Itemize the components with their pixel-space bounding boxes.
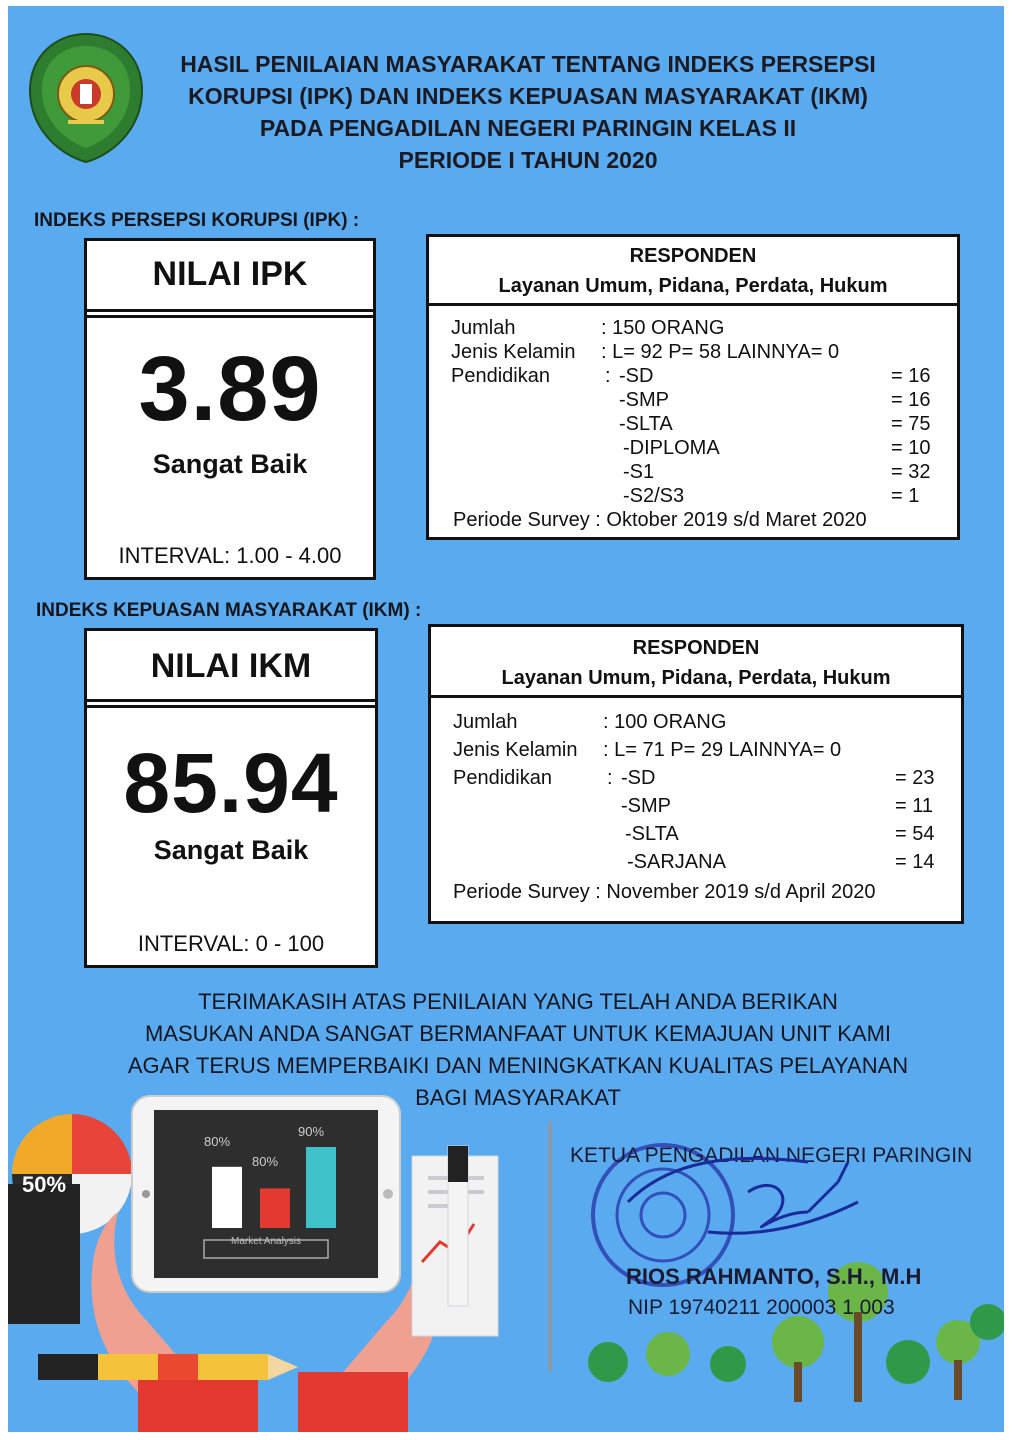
bar-label-2: 80% <box>252 1154 279 1169</box>
ipk-section-label: INDEKS PERSEPSI KORUPSI (IPK) : <box>34 210 360 231</box>
page-title <box>138 48 918 176</box>
market-analysis-button: Market Analysis <box>230 1236 302 1247</box>
ikm-interval: INTERVAL: 0 - 100 <box>137 931 325 956</box>
ipk-edu-level: -DIPLOMA <box>623 437 720 459</box>
ikm-respondent-subtitle: Layanan Umum, Pidana, Perdata, Hukum <box>501 667 891 689</box>
ipk-interval: INTERVAL: 1.00 - 4.00 <box>118 543 342 568</box>
ipk-edu-level: -SLTA <box>619 413 673 435</box>
ipk-rating: Sangat Baik <box>152 449 308 479</box>
ipk-jumlah-label: Jumlah <box>451 317 516 339</box>
title-line-2: KORUPSI (IPK) DAN INDEKS KEPUASAN MASYARAKAT (IKM) <box>188 83 868 109</box>
title-line-4: PERIODE I TAHUN 2020 <box>398 147 658 173</box>
ikm-edu-level: -SLTA <box>625 823 679 845</box>
ikm-edu-level: -SMP <box>621 795 671 817</box>
ikm-survey-period: Periode Survey : November 2019 s/d April 2020 <box>453 881 876 903</box>
ikm-respondent-box <box>428 624 964 924</box>
bar-label-3: 90% <box>298 1124 325 1139</box>
ikm-respondent-title: RESPONDEN <box>632 637 760 659</box>
tablet-bar <box>306 1147 336 1228</box>
ikm-education-prefix: : <box>607 767 613 789</box>
ikm-edu-count: = 23 <box>895 767 935 789</box>
ipk-gender-value: : L= 92 P= 58 LAINNYA= 0 <box>601 341 840 363</box>
ipk-edu-level: -S1 <box>623 461 655 483</box>
ipk-edu-level: -S2/S3 <box>623 485 685 507</box>
ikm-value: 85.94 <box>123 736 339 830</box>
tablet-bar <box>212 1167 242 1228</box>
ipk-edu-count: = 16 <box>891 365 931 387</box>
ikm-edu-count: = 54 <box>895 823 935 845</box>
ipk-edu-level: -SMP <box>619 389 669 411</box>
ikm-edu-level: -SARJANA <box>627 851 726 873</box>
tablet-bar-chart <box>154 1110 378 1278</box>
ikm-education-label: Pendidikan <box>453 767 552 789</box>
ikm-edu-count: = 14 <box>895 851 935 873</box>
thanks-line-1: TERIMAKASIH ATAS PENILAIAN YANG TELAH ANDA BERIKAN <box>198 989 838 1014</box>
signatory-name: RIOS RAHMANTO, S.H., M.H <box>626 1264 922 1289</box>
ipk-respondent-subtitle: Layanan Umum, Pidana, Perdata, Hukum <box>498 275 888 297</box>
signatory-nip: NIP 19740211 200003 1 003 <box>628 1296 895 1319</box>
ikm-gender-label: Jenis Kelamin <box>453 739 578 761</box>
signature-scribble <box>608 1142 868 1262</box>
ipk-edu-count: = 32 <box>891 461 931 483</box>
ipk-value: 3.89 <box>138 338 322 440</box>
ikm-jumlah-value: : 100 ORANG <box>603 711 727 733</box>
ikm-gender-value: : L= 71 P= 29 LAINNYA= 0 <box>603 739 842 761</box>
title-line-3: PADA PENGADILAN NEGERI PARINGIN KELAS II <box>259 115 797 141</box>
bar-label-1: 80% <box>204 1134 231 1149</box>
thanks-line-2: MASUKAN ANDA SANGAT BERMANFAAT UNTUK KEMAJUAN UNIT KAMI <box>144 1021 892 1046</box>
ipk-edu-count: = 75 <box>891 413 931 435</box>
ipk-edu-count: = 16 <box>891 389 931 411</box>
ipk-edu-level: -SD <box>619 365 654 387</box>
ipk-edu-count: = 1 <box>891 485 920 507</box>
ikm-section-label: INDEKS KEPUASAN MASYARAKAT (IKM) : <box>36 600 422 621</box>
ipk-box-title: NILAI IPK <box>152 255 308 293</box>
ipk-survey-period: Periode Survey : Oktober 2019 s/d Maret 2020 <box>453 509 867 531</box>
ipk-value-box <box>84 238 376 580</box>
thanks-line-3: AGAR TERUS MEMPERBAIKI DAN MENINGKATKAN KUALITAS PELAYANAN <box>127 1053 909 1078</box>
ipk-jumlah-value: : 150 ORANG <box>601 317 725 339</box>
ipk-edu-count: = 10 <box>891 437 931 459</box>
pie-label: 50% <box>22 1172 67 1197</box>
ikm-edu-count: = 11 <box>895 795 933 817</box>
ikm-edu-level: -SD <box>621 767 656 789</box>
ipk-respondent-box <box>426 234 960 540</box>
ipk-education-prefix: : <box>605 365 611 387</box>
ipk-respondent-title: RESPONDEN <box>629 245 757 267</box>
ipk-education-label: Pendidikan <box>451 365 550 387</box>
ikm-box-title: NILAI IKM <box>150 647 312 685</box>
signatory-position: KETUA PENGADILAN NEGERI PARINGIN <box>570 1144 973 1167</box>
title-line-1: HASIL PENILAIAN MASYARAKAT TENTANG INDEKS PERSEPSI <box>180 51 876 77</box>
ikm-value-box <box>84 628 378 968</box>
poster <box>8 6 1004 1432</box>
tablet-bar <box>260 1188 290 1228</box>
ikm-rating: Sangat Baik <box>153 835 309 865</box>
ikm-jumlah-label: Jumlah <box>453 711 518 733</box>
thanks-line-4: BAGI MASYARAKAT <box>415 1085 621 1110</box>
court-logo <box>28 32 144 164</box>
ipk-gender-label: Jenis Kelamin <box>451 341 576 363</box>
